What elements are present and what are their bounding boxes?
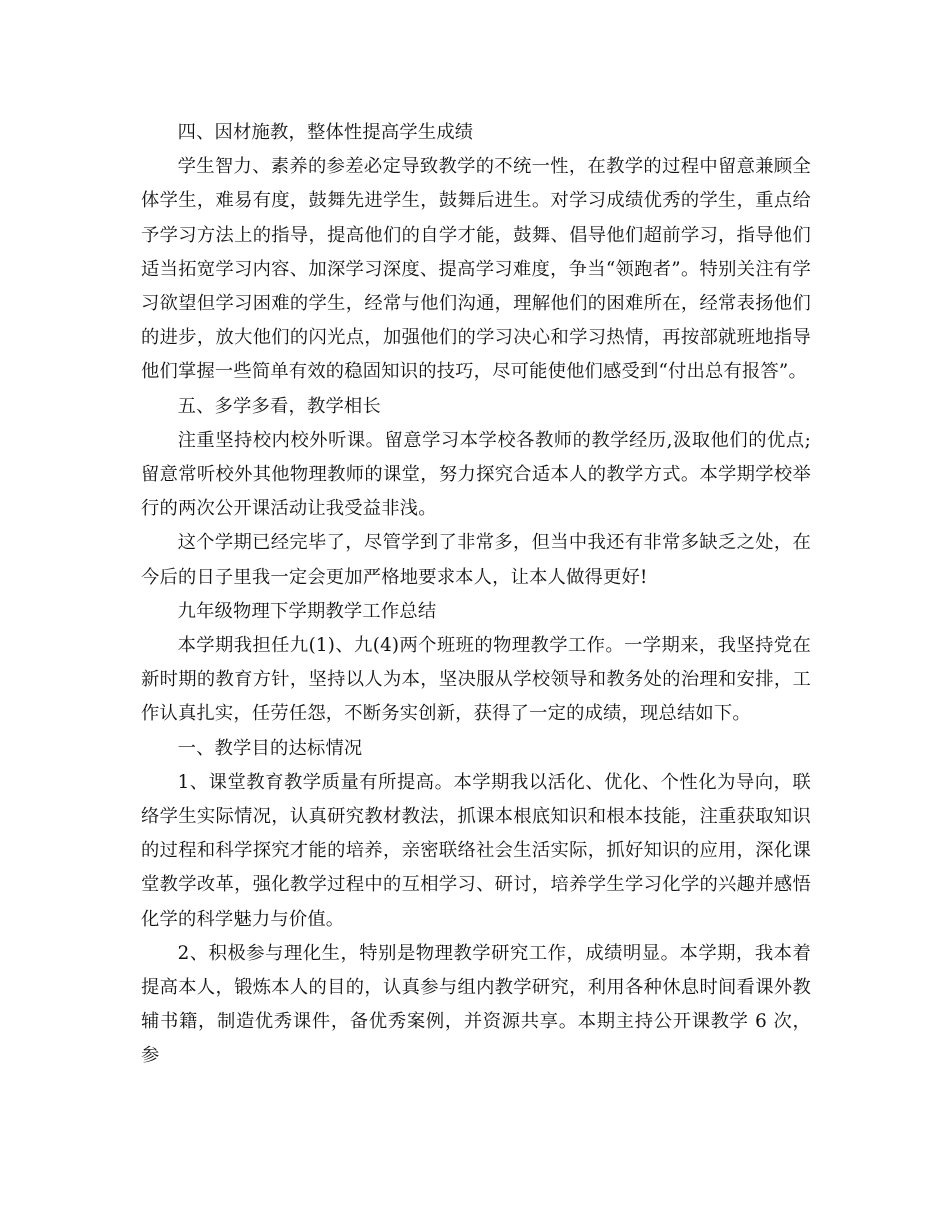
section-heading-4: 四、因材施教，整体性提高学生成绩 bbox=[177, 122, 474, 143]
document-subtitle: 九年级物理下学期教学工作总结 bbox=[177, 600, 437, 622]
paragraph-item-2: 2、积极参与理化生，特别是物理教学研究工作，成绩明显。本学期，我本着提高本人，锻炼本人的目的，认真参与组内教学研究，利用各种休息时间看课外教辅书籍，制造优秀课件，备优秀案例，并资源共享。本期主持公开课教学 6 次，参 bbox=[141, 942, 811, 1067]
paragraph-item-1: 1、课堂教育教学质量有所提高。本学期我以活化、优化、个性化为导向，联络学生实际情况，认真研究教材教法，抓课本根底知识和根本技能，注重获取知识的过程和科学探究才能的培养，亲密联络社会生活实际，抓好知识的应用，深化课堂教学改革，强化教学过程中的互相学习、研讨，培养学生学习化学的兴趣并感悟化学的科学魅力与价值。 bbox=[141, 771, 811, 930]
section-heading-1: 一、教学目的达标情况 bbox=[177, 737, 363, 759]
paragraph-semester-end: 这个学期已经完毕了，尽管学到了非常多，但当中我还有非常多缺乏之处，在今后的日子里我一定会更加严格地要求本人，让本人做得更好! bbox=[141, 532, 811, 588]
paragraph-intro: 本学期我担任九(1)、九(4)两个班班的物理教学工作。一学期来，我坚持党在新时期的教育方针，坚持以人为本，坚决服从学校领导和教务处的治理和安排，工作认真扎实，任劳任怨，不断务实创新，获得了一定的成绩，现总结如下。 bbox=[141, 635, 811, 725]
paragraph-observe-classes: 注重坚持校内校外听课。留意学习本学校各教师的教学经历,汲取他们的优点;留意常听校外其他物理教师的课堂，努力探究合适本人的教学方式。本学期学校举行的两次公开课活动让我受益非浅。 bbox=[141, 429, 811, 520]
document-page bbox=[141, 116, 811, 1074]
section-heading-5: 五、多学多看，教学相长 bbox=[177, 395, 381, 417]
paragraph-teaching-by-aptitude: 学生智力、素养的参差必定导致教学的不统一性，在教学的过程中留意兼顾全体学生，难易有度，鼓舞先进学生，鼓舞后进生。对学习成绩优秀的学生，重点给予学习方法上的指导，提高他们的自学才能，鼓舞、倡导他们超前学习，指导他们适当拓宽学习内容、加深学习深度、提高学习难度，争当“领跑者”。特别关注有学习欲望但学习困难的学生，经常与他们沟通，理解他们的困难所在，经常表扬他们的进步，放大他们的闪光点，加强他们的学习决心和学习热情，再按部就班地指导他们掌握一些简单有效的稳固知识的技巧，尽可能使他们感受到“付出总有报答”。 bbox=[141, 156, 811, 383]
